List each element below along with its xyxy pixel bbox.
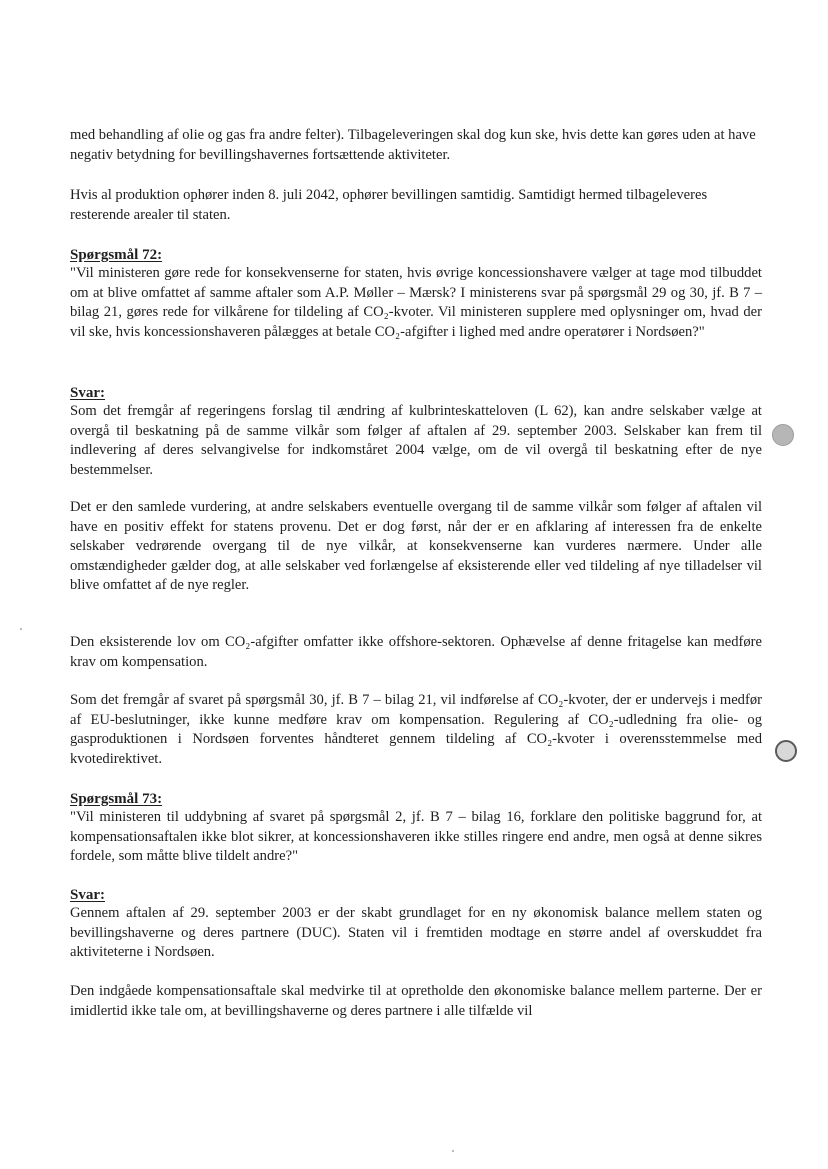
answer-72-paragraph-2: Det er den samlede vurdering, at andre selskabers eventuelle overgang til de samme vilkår som følger af aftalen vil have en positiv effekt for statens provenu. Det er dog først, når der er en afklaring af interessen fra de enkelte selskaber vedrørende overgang til de nye vilkår, at konsekvenserne kan vurderes nærmere. Under alle omstændigheder gælder dog, at alle selskaber ved forlængelse af eksisterende eller ved tildeling af nye tilladelser vil blive omfattet af de nye regler. <box>70 499 762 594</box>
answer-72-paragraph-1: Som det fremgår af regeringens forslag til ændring af kulbrinteskatteloven (L 62), kan andre selskaber vælge at overgå til beskatning på de samme vilkår som følger af aftalen af 29. september 2003. Selskaber kan frem til indlevering af deres selvangivelse for indkomståret 2004 vælge, om de vil overgå til beskatning efter de nye bestemmelser. <box>70 403 762 478</box>
question-73-heading: Spørgsmål 73: <box>70 791 163 807</box>
intro-paragraph-2: Hvis al produktion ophører inden 8. juli 2042, ophører bevillingen samtidig. Samtidigt hermed tilbageleveres resterende arealer til staten. <box>70 187 708 223</box>
scan-speck <box>452 1150 454 1152</box>
question-73-text: "Vil ministeren til uddybning af svaret på spørgsmål 2, jf. B 7 – bilag 16, forklare den politiske baggrund for, at kompensationsaftalen ikke blot sikrer, at koncessionshaveren ikke stilles ringere end andre, men også at denne sikres fordele, som måtte blive tildelt andre?" <box>70 809 762 865</box>
intro-paragraph-1: med behandling af olie og gas fra andre felter). Tilbageleveringen skal dog kun ske, hvis dette kan gøres uden at have negativ betydning for bevillingshavernes fortsættende aktiviteter. <box>70 127 756 163</box>
answer-73-heading: Svar: <box>70 887 105 903</box>
scan-speck <box>20 628 22 630</box>
punch-hole-mark <box>775 740 797 762</box>
question-72-heading: Spørgsmål 72: <box>70 247 163 263</box>
answer-72-heading: Svar: <box>70 385 105 401</box>
answer-73-paragraph-2: Den indgåede kompensationsaftale skal medvirke til at opretholde den økonomiske balance mellem parterne. Der er imidlertid ikke tale om, at bevillingshaverne og deres partnere i alle tilfælde vil <box>70 983 762 1019</box>
punch-hole-mark <box>772 424 794 446</box>
answer-72-paragraph-3: Den eksisterende lov om CO₂-afgifter omfatter ikke offshore-sektoren. Ophævelse af denne fritagelse kan medføre krav om kompensation. <box>70 634 762 670</box>
question-72-text: "Vil ministeren gøre rede for konsekvenserne for staten, hvis øvrige koncessionshavere vælger at tage mod tilbuddet om at blive omfattet af samme aftaler som A.P. Møller – Mærsk? I ministerens svar på spørgsmål 29 og 30, jf. B 7 – bilag 21, gøres rede for vilkårene for tildeling af CO₂-kvoter. Vil ministeren supplere med oplysninger om, hvad der vil ske, hvis koncessionshaveren pålægges at betale CO₂-afgifter i lighed med andre operatører i Nordsøen?" <box>70 265 762 340</box>
answer-72-paragraph-4: Som det fremgår af svaret på spørgsmål 30, jf. B 7 – bilag 21, vil indførelse af CO₂-kvoter, der er undervejs i medfør af EU-beslutninger, ikke kunne medføre krav om kompensation. Regulering af CO₂-udledning fra olie- og gasproduktionen i Nordsøen forventes håndteret gennem tildeling af CO₂-kvoter i overensstemmelse med kvotedirektivet. <box>70 692 762 767</box>
answer-73-paragraph-1: Gennem aftalen af 29. september 2003 er der skabt grundlaget for en ny økonomisk balance mellem staten og bevillingshaverne og deres partnere (DUC). Staten vil i fremtiden modtage en større andel af overskuddet fra aktiviteterne i Nordsøen. <box>70 905 762 961</box>
